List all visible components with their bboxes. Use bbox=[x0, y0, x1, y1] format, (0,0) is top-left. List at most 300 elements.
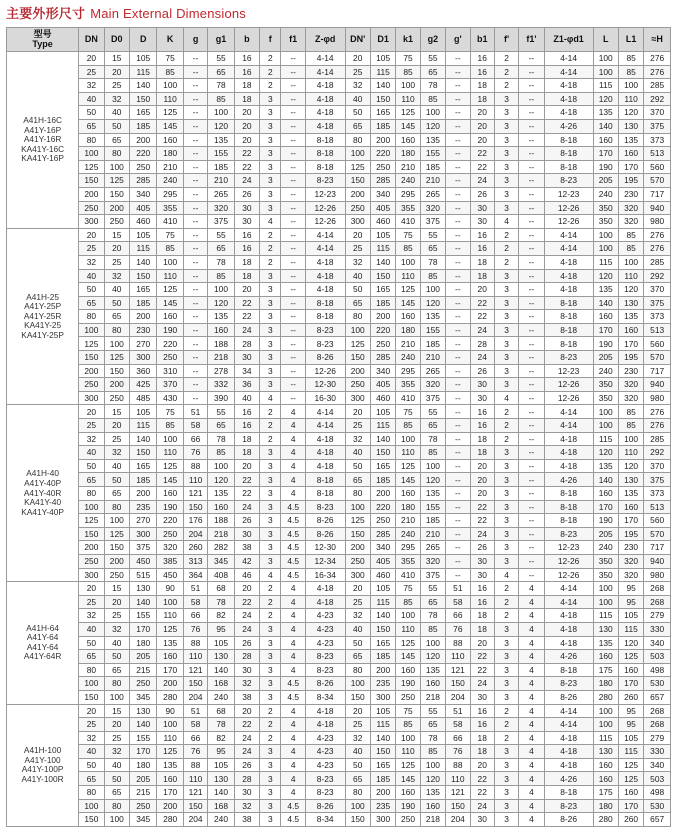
table-cell: 20 bbox=[104, 242, 129, 256]
table-cell: 8-18 bbox=[544, 160, 593, 174]
table-cell: 3 bbox=[260, 269, 281, 283]
table-cell: 50 bbox=[345, 758, 370, 772]
table-cell: 58 bbox=[183, 419, 207, 433]
table-cell: -- bbox=[281, 310, 305, 324]
table-cell: 3 bbox=[260, 514, 281, 528]
table-cell: 110 bbox=[183, 650, 207, 664]
table-cell: -- bbox=[446, 187, 470, 201]
table-cell: 276 bbox=[644, 242, 671, 256]
table-cell: 240 bbox=[396, 527, 420, 541]
table-cell: 125 bbox=[79, 337, 104, 351]
table-cell: 350 bbox=[593, 378, 618, 392]
table-cell: 150 bbox=[183, 500, 207, 514]
table-cell: 160 bbox=[593, 772, 618, 786]
table-cell: 145 bbox=[396, 296, 420, 310]
table-cell: 50 bbox=[345, 459, 370, 473]
table-cell: -- bbox=[281, 228, 305, 242]
table-cell: 460 bbox=[370, 215, 395, 229]
table-cell: 340 bbox=[370, 541, 395, 555]
table-cell: 160 bbox=[396, 310, 420, 324]
table-cell: 460 bbox=[370, 568, 395, 582]
table-cell: 100 bbox=[618, 255, 643, 269]
table-cell: 32 bbox=[79, 609, 104, 623]
table-cell: 3 bbox=[494, 337, 518, 351]
table-cell: 160 bbox=[396, 663, 420, 677]
table-cell: 940 bbox=[644, 554, 671, 568]
table-cell: 375 bbox=[130, 541, 157, 555]
table-cell: 135 bbox=[208, 133, 234, 147]
table-cell: 120 bbox=[618, 636, 643, 650]
table-cell: -- bbox=[183, 65, 207, 79]
table-cell: 4-23 bbox=[305, 636, 345, 650]
table-cell: 38 bbox=[234, 541, 259, 555]
table-cell: 51 bbox=[446, 582, 470, 596]
table-cell: 78 bbox=[420, 432, 445, 446]
table-cell: -- bbox=[446, 310, 470, 324]
table-cell: 3 bbox=[260, 745, 281, 759]
table-cell: 20 bbox=[234, 459, 259, 473]
table-cell: 22 bbox=[234, 147, 259, 161]
type-cell bbox=[7, 582, 79, 704]
table-cell: 4.5 bbox=[281, 500, 305, 514]
table-cell: 12-26 bbox=[544, 554, 593, 568]
table-cell: 165 bbox=[370, 758, 395, 772]
table-cell: 8-23 bbox=[305, 323, 345, 337]
table-cell: 4-18 bbox=[305, 92, 345, 106]
table-cell: 85 bbox=[396, 595, 420, 609]
table-cell: -- bbox=[519, 419, 544, 433]
table-cell: 26 bbox=[470, 364, 494, 378]
table-cell: 85 bbox=[618, 419, 643, 433]
table-cell: 200 bbox=[79, 364, 104, 378]
table-cell: 150 bbox=[345, 351, 370, 365]
table-cell: 2 bbox=[494, 65, 518, 79]
table-cell: 125 bbox=[345, 160, 370, 174]
table-cell: 3 bbox=[260, 133, 281, 147]
table-cell: 204 bbox=[446, 690, 470, 704]
table-cell: 330 bbox=[644, 745, 671, 759]
table-cell: -- bbox=[281, 174, 305, 188]
table-cell: 85 bbox=[420, 92, 445, 106]
table-cell: 115 bbox=[370, 242, 395, 256]
table-cell: 150 bbox=[79, 351, 104, 365]
table-cell: 20 bbox=[234, 283, 259, 297]
table-cell: 110 bbox=[618, 92, 643, 106]
table-row bbox=[7, 609, 671, 623]
table-cell: -- bbox=[183, 106, 207, 120]
table-cell: 100 bbox=[593, 582, 618, 596]
table-cell: 12-30 bbox=[305, 541, 345, 555]
table-cell: 26 bbox=[470, 187, 494, 201]
table-cell: 160 bbox=[157, 772, 183, 786]
table-cell: 210 bbox=[396, 514, 420, 528]
table-cell: -- bbox=[183, 174, 207, 188]
table-cell: 115 bbox=[593, 79, 618, 93]
table-cell: 3 bbox=[494, 758, 518, 772]
table-cell: 82 bbox=[208, 731, 234, 745]
table-cell: 3 bbox=[494, 663, 518, 677]
table-cell: 115 bbox=[370, 419, 395, 433]
table-cell: -- bbox=[446, 568, 470, 582]
table-cell: 215 bbox=[130, 786, 157, 800]
table-cell: 130 bbox=[593, 622, 618, 636]
table-cell: 105 bbox=[370, 228, 395, 242]
table-cell: 3 bbox=[260, 772, 281, 786]
table-cell: 285 bbox=[644, 255, 671, 269]
table-cell: 220 bbox=[370, 500, 395, 514]
table-cell: 18 bbox=[234, 79, 259, 93]
table-cell: 80 bbox=[345, 487, 370, 501]
table-cell: 3 bbox=[494, 487, 518, 501]
table-cell: -- bbox=[281, 323, 305, 337]
table-cell: 16 bbox=[234, 52, 259, 66]
table-row bbox=[7, 446, 671, 460]
table-cell: 4 bbox=[519, 650, 544, 664]
table-cell: 170 bbox=[618, 677, 643, 691]
table-cell: 25 bbox=[345, 718, 370, 732]
table-cell: -- bbox=[183, 378, 207, 392]
table-cell: 85 bbox=[618, 228, 643, 242]
table-cell: 300 bbox=[345, 568, 370, 582]
table-cell: -- bbox=[446, 215, 470, 229]
table-cell: 40 bbox=[104, 758, 129, 772]
table-cell: 230 bbox=[618, 187, 643, 201]
table-cell: 190 bbox=[593, 514, 618, 528]
table-row bbox=[7, 147, 671, 161]
column-header: g' bbox=[446, 28, 470, 52]
table-cell: 85 bbox=[618, 405, 643, 419]
table-cell: 200 bbox=[370, 786, 395, 800]
table-cell: 110 bbox=[618, 269, 643, 283]
table-cell: 30 bbox=[234, 351, 259, 365]
table-cell: -- bbox=[446, 283, 470, 297]
table-cell: 20 bbox=[104, 595, 129, 609]
table-row bbox=[7, 323, 671, 337]
table-cell: 75 bbox=[157, 52, 183, 66]
table-cell: 300 bbox=[345, 215, 370, 229]
table-cell: 210 bbox=[208, 174, 234, 188]
table-row bbox=[7, 527, 671, 541]
table-cell: -- bbox=[183, 255, 207, 269]
table-cell: 135 bbox=[420, 310, 445, 324]
table-cell: 3 bbox=[494, 772, 518, 786]
table-cell: 2 bbox=[260, 405, 281, 419]
table-cell: 280 bbox=[593, 813, 618, 827]
table-cell: 30 bbox=[470, 215, 494, 229]
table-cell: 657 bbox=[644, 813, 671, 827]
table-cell: 260 bbox=[618, 690, 643, 704]
table-cell: 279 bbox=[644, 609, 671, 623]
table-cell: 75 bbox=[396, 228, 420, 242]
table-cell: 200 bbox=[79, 187, 104, 201]
table-cell: 300 bbox=[345, 391, 370, 405]
table-cell: 12-30 bbox=[305, 378, 345, 392]
table-cell: 155 bbox=[130, 731, 157, 745]
table-cell: 40 bbox=[79, 92, 104, 106]
table-cell: 204 bbox=[183, 813, 207, 827]
table-cell: -- bbox=[446, 269, 470, 283]
table-row bbox=[7, 92, 671, 106]
table-cell: 250 bbox=[130, 677, 157, 691]
table-cell: 150 bbox=[345, 527, 370, 541]
table-cell: -- bbox=[446, 228, 470, 242]
table-cell: 300 bbox=[79, 215, 104, 229]
table-cell: 8-18 bbox=[544, 337, 593, 351]
table-cell: 85 bbox=[396, 242, 420, 256]
table-cell: 2 bbox=[260, 731, 281, 745]
table-cell: 125 bbox=[345, 337, 370, 351]
table-cell: -- bbox=[519, 500, 544, 514]
table-cell: 50 bbox=[104, 296, 129, 310]
table-cell: 4 bbox=[519, 813, 544, 827]
table-cell: 8-18 bbox=[544, 663, 593, 677]
table-cell: 450 bbox=[130, 554, 157, 568]
table-row bbox=[7, 595, 671, 609]
table-cell: 160 bbox=[593, 310, 618, 324]
table-cell: 100 bbox=[420, 283, 445, 297]
table-cell: 218 bbox=[420, 690, 445, 704]
table-cell: 3 bbox=[260, 487, 281, 501]
table-cell: 180 bbox=[396, 323, 420, 337]
table-cell: -- bbox=[183, 351, 207, 365]
table-cell: 16 bbox=[234, 65, 259, 79]
table-cell: 12-26 bbox=[305, 364, 345, 378]
table-cell: -- bbox=[183, 133, 207, 147]
table-cell: 65 bbox=[345, 296, 370, 310]
table-cell: 20 bbox=[234, 119, 259, 133]
table-cell: 200 bbox=[104, 378, 129, 392]
table-cell: 20 bbox=[470, 473, 494, 487]
table-cell: 78 bbox=[208, 432, 234, 446]
table-cell: 65 bbox=[345, 650, 370, 664]
table-cell: 8-23 bbox=[305, 772, 345, 786]
table-cell: 140 bbox=[370, 432, 395, 446]
table-cell: 270 bbox=[130, 514, 157, 528]
table-cell: -- bbox=[446, 79, 470, 93]
table-cell: 160 bbox=[593, 487, 618, 501]
table-cell: 250 bbox=[370, 160, 395, 174]
table-cell: 185 bbox=[130, 119, 157, 133]
table-cell: 3 bbox=[494, 378, 518, 392]
table-cell: 320 bbox=[618, 378, 643, 392]
table-cell: 150 bbox=[370, 622, 395, 636]
table-cell: 3 bbox=[260, 690, 281, 704]
table-cell: 115 bbox=[593, 731, 618, 745]
table-cell: 4-14 bbox=[544, 582, 593, 596]
table-cell: 135 bbox=[420, 487, 445, 501]
table-cell: 105 bbox=[370, 704, 395, 718]
table-cell: 250 bbox=[396, 690, 420, 704]
table-cell: -- bbox=[281, 391, 305, 405]
table-cell: 105 bbox=[130, 52, 157, 66]
table-cell: 4 bbox=[519, 745, 544, 759]
table-cell: 16 bbox=[470, 405, 494, 419]
table-cell: 268 bbox=[644, 704, 671, 718]
table-cell: 160 bbox=[157, 133, 183, 147]
table-cell: 170 bbox=[593, 147, 618, 161]
table-cell: 4-18 bbox=[305, 283, 345, 297]
table-cell: 30 bbox=[234, 201, 259, 215]
table-cell: 4.5 bbox=[281, 568, 305, 582]
table-cell: 265 bbox=[420, 187, 445, 201]
table-cell: 3 bbox=[260, 527, 281, 541]
table-cell: 32 bbox=[104, 446, 129, 460]
table-cell: 230 bbox=[618, 364, 643, 378]
table-cell: 160 bbox=[618, 786, 643, 800]
table-cell: 42 bbox=[234, 554, 259, 568]
type-header: 型号 Type bbox=[7, 28, 79, 52]
table-cell: -- bbox=[519, 391, 544, 405]
table-cell: 125 bbox=[79, 514, 104, 528]
table-cell: -- bbox=[281, 255, 305, 269]
table-cell: 3 bbox=[260, 119, 281, 133]
dimensions-table bbox=[6, 27, 671, 827]
table-cell: 40 bbox=[345, 622, 370, 636]
type-label: KA41Y-16P bbox=[21, 153, 64, 164]
table-cell: 155 bbox=[208, 147, 234, 161]
table-cell: 2 bbox=[494, 609, 518, 623]
table-cell: 3 bbox=[260, 786, 281, 800]
table-cell: 66 bbox=[183, 731, 207, 745]
table-cell: 120 bbox=[593, 92, 618, 106]
table-cell: 295 bbox=[396, 364, 420, 378]
table-cell: 50 bbox=[345, 636, 370, 650]
table-cell: 100 bbox=[345, 677, 370, 691]
table-cell: 75 bbox=[157, 405, 183, 419]
table-cell: 78 bbox=[208, 718, 234, 732]
table-cell: 260 bbox=[183, 541, 207, 555]
table-cell: 450 bbox=[157, 568, 183, 582]
table-cell: 160 bbox=[593, 650, 618, 664]
table-cell: 18 bbox=[234, 255, 259, 269]
table-cell: 150 bbox=[345, 174, 370, 188]
table-cell: 250 bbox=[79, 378, 104, 392]
table-cell: 22 bbox=[470, 772, 494, 786]
table-cell: 50 bbox=[104, 473, 129, 487]
column-header: D bbox=[130, 28, 157, 52]
table-cell: 4-14 bbox=[544, 228, 593, 242]
table-row bbox=[7, 663, 671, 677]
table-cell: 22 bbox=[234, 296, 259, 310]
table-cell: 430 bbox=[157, 391, 183, 405]
table-cell: 4 bbox=[519, 582, 544, 596]
table-cell: 110 bbox=[396, 446, 420, 460]
table-cell: 120 bbox=[208, 119, 234, 133]
table-cell: -- bbox=[281, 378, 305, 392]
table-cell: 4 bbox=[281, 731, 305, 745]
table-cell: 55 bbox=[420, 228, 445, 242]
table-cell: 20 bbox=[345, 405, 370, 419]
table-cell: -- bbox=[281, 364, 305, 378]
table-row bbox=[7, 500, 671, 514]
table-cell: -- bbox=[446, 378, 470, 392]
table-cell: 76 bbox=[446, 745, 470, 759]
table-cell: 22 bbox=[470, 663, 494, 677]
table-cell: 65 bbox=[345, 772, 370, 786]
table-cell: -- bbox=[519, 174, 544, 188]
table-cell: 220 bbox=[157, 337, 183, 351]
table-cell: 30 bbox=[470, 391, 494, 405]
table-cell: 3 bbox=[260, 351, 281, 365]
table-cell: 235 bbox=[370, 799, 395, 813]
table-cell: 24 bbox=[470, 677, 494, 691]
table-cell: 4 bbox=[281, 432, 305, 446]
table-cell: 278 bbox=[208, 364, 234, 378]
table-cell: 204 bbox=[183, 690, 207, 704]
table-cell: -- bbox=[183, 337, 207, 351]
table-cell: 58 bbox=[183, 595, 207, 609]
table-row bbox=[7, 799, 671, 813]
table-cell: 3 bbox=[260, 650, 281, 664]
table-cell: 110 bbox=[183, 473, 207, 487]
table-cell: 38 bbox=[234, 813, 259, 827]
table-cell: 4-18 bbox=[305, 582, 345, 596]
table-cell: 350 bbox=[593, 215, 618, 229]
table-cell: 2 bbox=[494, 52, 518, 66]
table-cell: -- bbox=[281, 187, 305, 201]
table-cell: 120 bbox=[593, 269, 618, 283]
table-cell: 170 bbox=[618, 337, 643, 351]
table-cell: -- bbox=[519, 473, 544, 487]
table-cell: 78 bbox=[420, 255, 445, 269]
table-cell: 3 bbox=[494, 133, 518, 147]
table-cell: 30 bbox=[470, 568, 494, 582]
table-cell: 28 bbox=[234, 337, 259, 351]
table-cell: 40 bbox=[104, 636, 129, 650]
table-cell: 32 bbox=[104, 92, 129, 106]
table-cell: 20 bbox=[470, 119, 494, 133]
table-cell: -- bbox=[446, 446, 470, 460]
table-cell: 75 bbox=[396, 582, 420, 596]
table-cell: 20 bbox=[470, 106, 494, 120]
table-cell: 78 bbox=[208, 255, 234, 269]
table-cell: 150 bbox=[79, 527, 104, 541]
table-cell: 4.5 bbox=[281, 514, 305, 528]
table-cell: 200 bbox=[370, 663, 395, 677]
table-cell: 20 bbox=[79, 405, 104, 419]
table-cell: 425 bbox=[130, 378, 157, 392]
table-cell: 300 bbox=[79, 568, 104, 582]
table-cell: 3 bbox=[494, 745, 518, 759]
column-header: f1 bbox=[281, 28, 305, 52]
table-cell: 100 bbox=[593, 405, 618, 419]
table-cell: 26 bbox=[234, 514, 259, 528]
table-cell: 205 bbox=[130, 650, 157, 664]
table-cell: -- bbox=[183, 79, 207, 93]
table-row bbox=[7, 432, 671, 446]
table-cell: 16 bbox=[470, 595, 494, 609]
table-cell: 265 bbox=[208, 187, 234, 201]
table-cell: 3 bbox=[260, 174, 281, 188]
table-cell: 8-23 bbox=[544, 174, 593, 188]
table-cell: 100 bbox=[104, 813, 129, 827]
table-cell: 364 bbox=[183, 568, 207, 582]
table-cell: 300 bbox=[370, 813, 395, 827]
table-cell: 276 bbox=[644, 228, 671, 242]
title-en: Main External Dimensions bbox=[90, 6, 247, 21]
table-cell: 145 bbox=[157, 296, 183, 310]
table-row bbox=[7, 459, 671, 473]
table-cell: 373 bbox=[644, 133, 671, 147]
table-cell: 210 bbox=[420, 527, 445, 541]
table-cell: 135 bbox=[618, 310, 643, 324]
table-cell: 205 bbox=[593, 527, 618, 541]
table-cell: 125 bbox=[104, 527, 129, 541]
table-cell: 85 bbox=[420, 446, 445, 460]
table-cell: 2 bbox=[494, 718, 518, 732]
table-cell: 185 bbox=[370, 772, 395, 786]
table-cell: 16 bbox=[234, 228, 259, 242]
